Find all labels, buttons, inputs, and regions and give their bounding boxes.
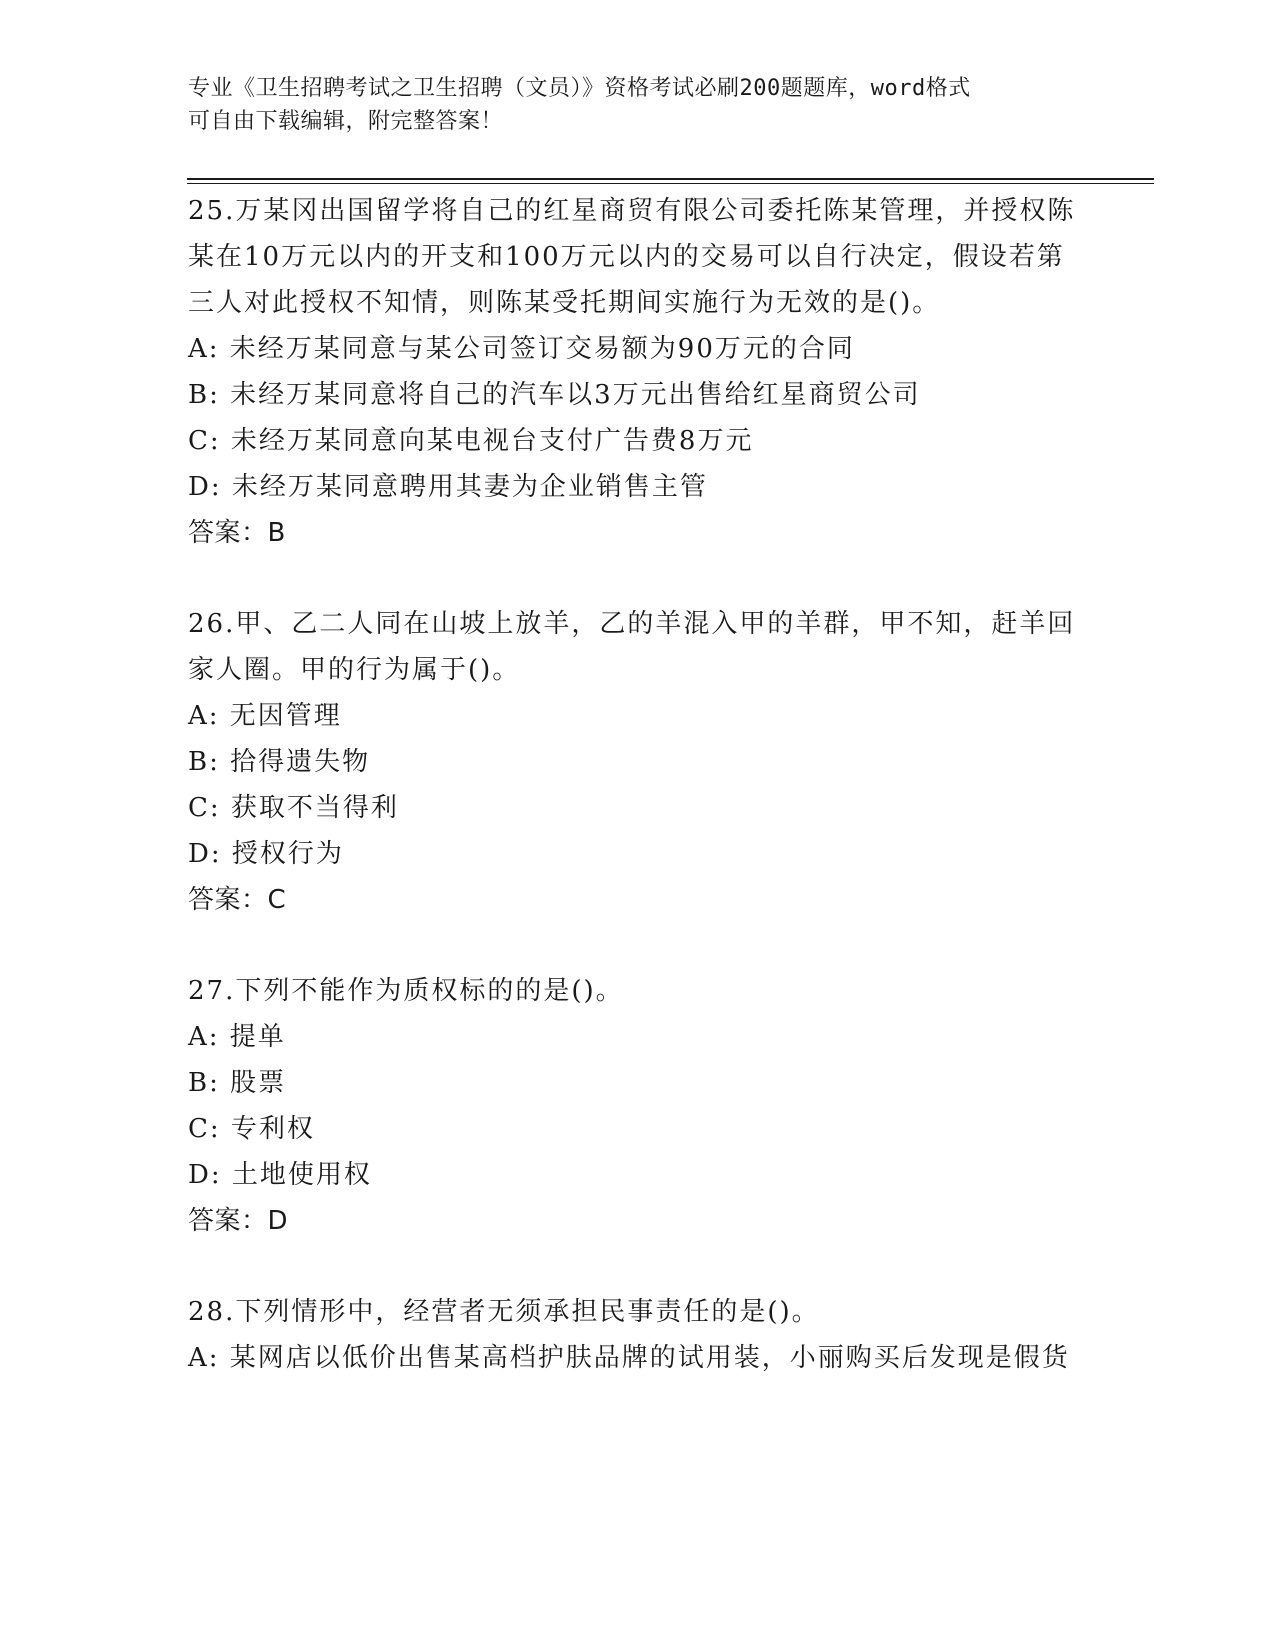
option-b: B: 股票 [188,1068,287,1098]
question-stem: 25.万某冈出国留学将自己的红星商贸有限公司委托陈某管理，并授权陈某在10万元以内的开支和100万元以内的交易可以自行决定，假设若第三人对此授权不知情，则陈某受托期间实施行为无效的是()。 [188,196,1076,318]
option-a: A: 无因管理 [188,701,342,731]
question-27 [188,968,1088,1244]
option-d: D: 授权行为 [188,839,344,869]
question-list [188,188,1088,1426]
header-divider [187,178,1154,180]
option-c: C: 专利权 [188,1114,315,1144]
option-a: A: 提单 [188,1022,286,1052]
option-b: B: 拾得遗失物 [188,747,371,777]
header-line-1: 专业《卫生招聘考试之卫生招聘（文员）》资格考试必刷200题题库，word格式 [188,76,971,101]
option-c: C: 获取不当得利 [188,793,399,823]
option-c: C: 未经万某同意向某电视台支付广告费8万元 [188,426,754,456]
question-25 [188,188,1088,556]
option-a: A: 某网店以低价出售某高档护肤品牌的试用装，小丽购买后发现是假货 [188,1343,1070,1373]
option-b: B: 未经万某同意将自己的汽车以3万元出售给红星商贸公司 [188,380,921,410]
question-stem: 27.下列不能作为质权标的的是()。 [188,976,624,1006]
answer: 答案：D [188,1206,289,1236]
option-d: D: 未经万某同意聘用其妻为企业销售主管 [188,472,708,502]
header-line-2: 可自由下载编辑，附完整答案！ [188,109,504,134]
question-stem: 28.下列情形中，经营者无须承担民事责任的是()。 [188,1297,820,1327]
answer: 答案：B [188,518,286,548]
question-26 [188,601,1088,923]
question-stem: 26.甲、乙二人同在山坡上放羊，乙的羊混入甲的羊群，甲不知，赶羊回家人圈。甲的行为属于()。 [188,609,1076,685]
option-d: D: 土地使用权 [188,1160,372,1190]
answer: 答案：C [188,885,287,915]
header-divider-thin [187,183,1154,184]
question-28 [188,1289,1088,1381]
document-header [188,72,1068,138]
option-a: A: 未经万某同意与某公司签订交易额为90万元的合同 [188,334,855,364]
